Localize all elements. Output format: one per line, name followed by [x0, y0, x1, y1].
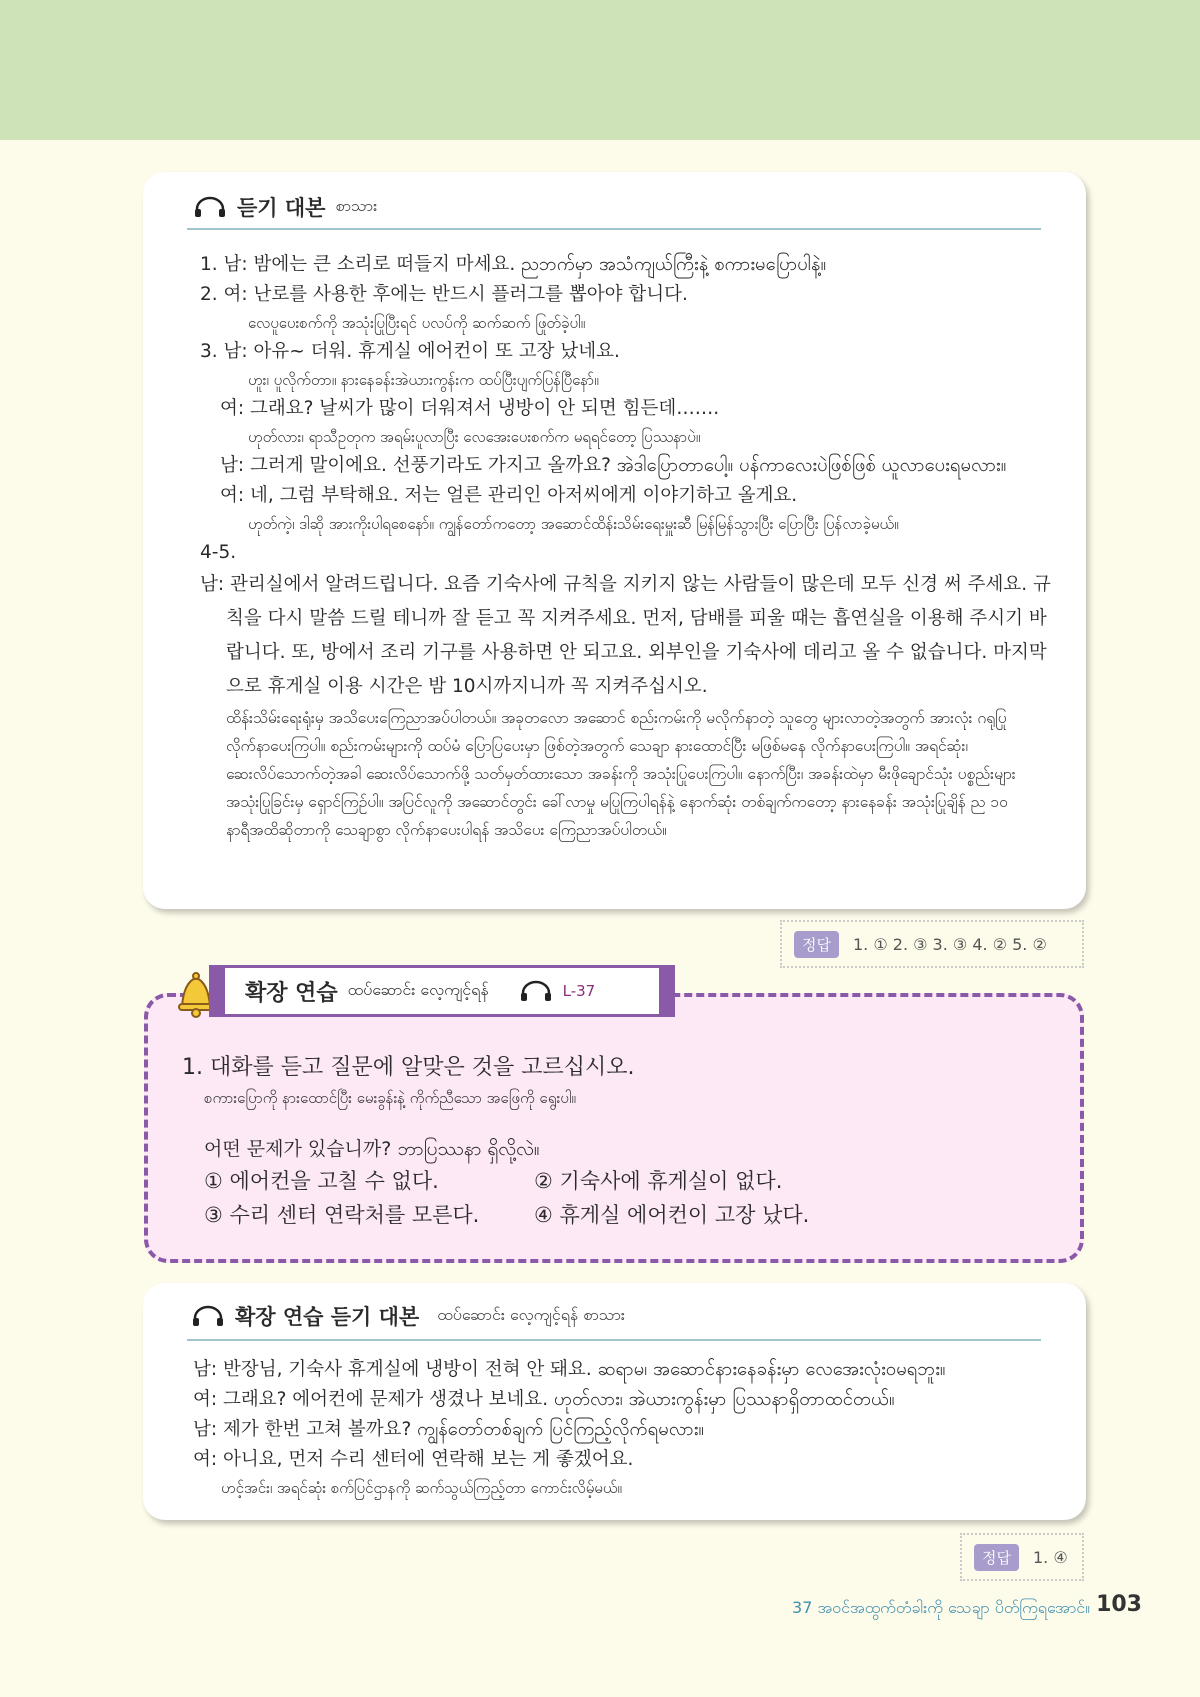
- answer-box-1: [780, 920, 1084, 968]
- script-card: [143, 172, 1086, 909]
- option-1[interactable]: ① 에어컨을 고칠 수 없다.: [204, 1169, 439, 1193]
- script-title-my: စာသား: [335, 196, 378, 215]
- headphones-icon: [519, 979, 553, 1003]
- option-4[interactable]: ④ 휴게실 에어컨이 고장 났다.: [534, 1203, 810, 1227]
- practice-body: [182, 1051, 1042, 1232]
- script-paragraph-kr: 남: 관리실에서 알려드립니다. 요즘 기숙사에 규칙을 지키지 않는 사람들이 많은데 모두 신경 써 주세요. 규칙을 다시 말씀 드릴 테니까 잘 듣고 꼭 지켜주세요. 먼저, 담배를 피울 때는 흡연실을 이용해 주시기 바랍니다. 또, 방에서 조리 기구를 사용하면 안 되고요. 외부인을 기숙사에 데리고 올 수 없습니다. 마지막으로 휴게실 이용 시간은 밤 10시까지니까 꼭 지켜주십시오.: [200, 574, 1051, 697]
- script-line-2: 2. 여: 난로를 사용한 후에는 반드시 플러그를 뽑아야 합니다.: [200, 284, 688, 305]
- header-band: [0, 0, 1200, 140]
- answer-tag: 정답: [974, 1544, 1019, 1571]
- headphones-icon: [193, 195, 227, 219]
- script-paragraph-my: ထိန်းသိမ်းရေးရုံးမှ အသိပေးကြေညာအပ်ပါတယ်။ အခုတလော အဆောင် စည်းကမ်းကို မလိုက်နာတဲ့ သူတွေ များလာတဲ့အတွက် အားလုံး ဂရုပြုလိုက်နာပေးကြပါ။ စည်းကမ်းများကို ထပ်မံ ပြောပြပေးမှာ ဖြစ်တဲ့အတွက် သေချာ နားထောင်ပြီး မဖြစ်မနေ လိုက်နာပေးကြပါ။ အရင်ဆုံး၊ ဆေးလိပ်သောက်တဲ့အခါ ဆေးလိပ်သောက်ဖို့ သတ်မှတ်ထားသော အခန်းကို အသုံးပြုပေးကြပါ။ နောက်ပြီး၊ အခန်းထဲမှာ မီးဖိုချောင်သုံး ပစ္စည်းများ အသုံးပြုခြင်းမှ ရှောင်ကြဉ်ပါ။ အပြင်လူကို အဆောင်တွင်း ခေါ်လာမှု မပြုကြပါရန်နဲ့ နောက်ဆုံး တစ်ချက်ကတော့ နားနေခန်း အသုံးပြုချိန် ည ၁၀ နာရီအထိဆိုတာကို သေချာစွာ လိုက်နာပေးပါရန် အသိပေး ကြေညာအပ်ပါတယ်။: [226, 709, 1016, 839]
- script-line-5: 남: 그러게 말이에요. 선풍기라도 가지고 올까요? အဲဒါပြောတာပေါ့။ ပန်ကာလေးပဲဖြစ်ဖြစ် ယူလာပေးရမလား။: [220, 455, 1007, 476]
- script-body: [200, 250, 1060, 844]
- page-number: 103: [1096, 1592, 1142, 1617]
- practice-prompt: 어떤 문제가 있습니까? ဘာပြဿနာ ရှိလို့လဲ။: [204, 1138, 540, 1160]
- track-code: L-37: [562, 982, 596, 1000]
- script-card-header: [193, 192, 377, 222]
- answer-values: 1. ① 2. ③ 3. ③ 4. ② 5. ②: [852, 934, 1047, 954]
- answer-tag: 정답: [794, 931, 839, 958]
- practice-box: [144, 993, 1084, 1263]
- practice-question: 1. 대화를 듣고 질문에 알맞은 것을 고르십시오.: [182, 1055, 635, 1080]
- practice-script-title-my: ထပ်ဆောင်း လေ့ကျင့်ရန် စာသား: [437, 1305, 625, 1324]
- practice-script-line-2: 여: 그래요? 에어컨에 문제가 생겼나 보네요. ဟုတ်လား၊ အဲယားကွန်းမှာ ပြဿနာရှိတာထင်တယ်။: [193, 1389, 895, 1410]
- practice-title-kr: 확장 연습: [245, 980, 338, 1006]
- practice-script-title-kr: 확장 연습 듣기 대본: [235, 1305, 420, 1329]
- practice-question-my: စကားပြောကို နားထောင်ပြီး မေးခွန်းနဲ့ ကိုက်ညီသော အဖြေကို ရွေးပါ။: [204, 1089, 576, 1107]
- practice-script-trans-4: ဟင့်အင်း၊ အရင်ဆုံး စက်ပြင်ဌာနကို ဆက်သွယ်ကြည့်တာ ကောင်းလိမ့်မယ်။: [221, 1479, 622, 1497]
- practice-script-header: [191, 1301, 625, 1331]
- script-trans-3: ဟူး၊ ပူလိုက်တာ။ နားနေခန်းအဲယားကွန်းက ထပ်ပြီးပျက်ပြန်ပြီနော်။: [248, 371, 599, 389]
- headphones-icon: [191, 1304, 225, 1328]
- practice-ribbon: [222, 965, 662, 1017]
- answer-box-2: [960, 1533, 1084, 1581]
- script-trans-6: ဟုတ်ကဲ့၊ ဒါဆို အားကိုးပါရစေနော်။ ကျွန်တော်ကတော့ အဆောင်ထိန်းသိမ်းရေးမှူးဆီ မြန်မြန်သွားပြီး ပြောပြီး ပြန်လာခဲ့မယ်။: [248, 515, 899, 533]
- script-trans-4: ဟုတ်လား၊ ရာသီဥတုက အရမ်းပူလာပြီး လေအေးပေးစက်က မရရင်တော့ ပြဿနာပဲ။: [248, 428, 701, 446]
- script-line-1: 1. 남: 밤에는 큰 소리로 떠들지 마세요. ညဘက်မှာ အသံကျယ်ကြီးနဲ့ စကားမပြောပါနဲ့။: [200, 254, 827, 275]
- practice-script-body: [193, 1355, 1053, 1502]
- footer-lesson-title: 37 အဝင်အထွက်တံခါးကို သေချာ ပိတ်ကြရအောင်။: [792, 1598, 1090, 1617]
- script-divider: [187, 228, 1041, 230]
- script-num-45: 4-5.: [200, 542, 237, 563]
- option-2[interactable]: ② 기숙사에 휴게실이 없다.: [534, 1169, 783, 1193]
- practice-script-card: [143, 1283, 1086, 1520]
- script-line-3: 3. 남: 아유~ 더워. 휴게실 에어컨이 또 고장 났네요.: [200, 341, 620, 362]
- script-trans-2: လေပူပေးစက်ကို အသုံးပြုပြီးရင် ပလပ်ကို ဆက်ဆက် ဖြုတ်ခဲ့ပါ။: [248, 314, 586, 332]
- option-3[interactable]: ③ 수리 센터 연락처를 모른다.: [204, 1203, 480, 1227]
- practice-script-line-3: 남: 제가 한번 고쳐 볼까요? ကျွန်တော်တစ်ချက် ပြင်ကြည့်လိုက်ရမလား။: [193, 1419, 705, 1440]
- practice-script-divider: [187, 1339, 1041, 1341]
- practice-script-line-4: 여: 아니요, 먼저 수리 센터에 연락해 보는 게 좋겠어요.: [193, 1449, 634, 1470]
- script-title-kr: 듣기 대본: [237, 196, 326, 220]
- practice-title-my: ထပ်ဆောင်း လေ့ကျင့်ရန်: [347, 980, 489, 999]
- script-line-4: 여: 그래요? 날씨가 많이 더워져서 냉방이 안 되면 힘든데…….: [220, 398, 720, 419]
- answer-values: 1. ④: [1032, 1547, 1068, 1567]
- script-line-6: 여: 네, 그럼 부탁해요. 저는 얼른 관리인 아저씨에게 이야기하고 올게요.: [220, 485, 798, 506]
- practice-script-line-1: 남: 반장님, 기숙사 휴게실에 냉방이 전혀 안 돼요. ဆရာမ၊ အဆောင်နားနေခန်းမှာ လေအေးလုံးဝမရဘူး။: [193, 1359, 946, 1380]
- practice-options: [182, 1164, 1042, 1232]
